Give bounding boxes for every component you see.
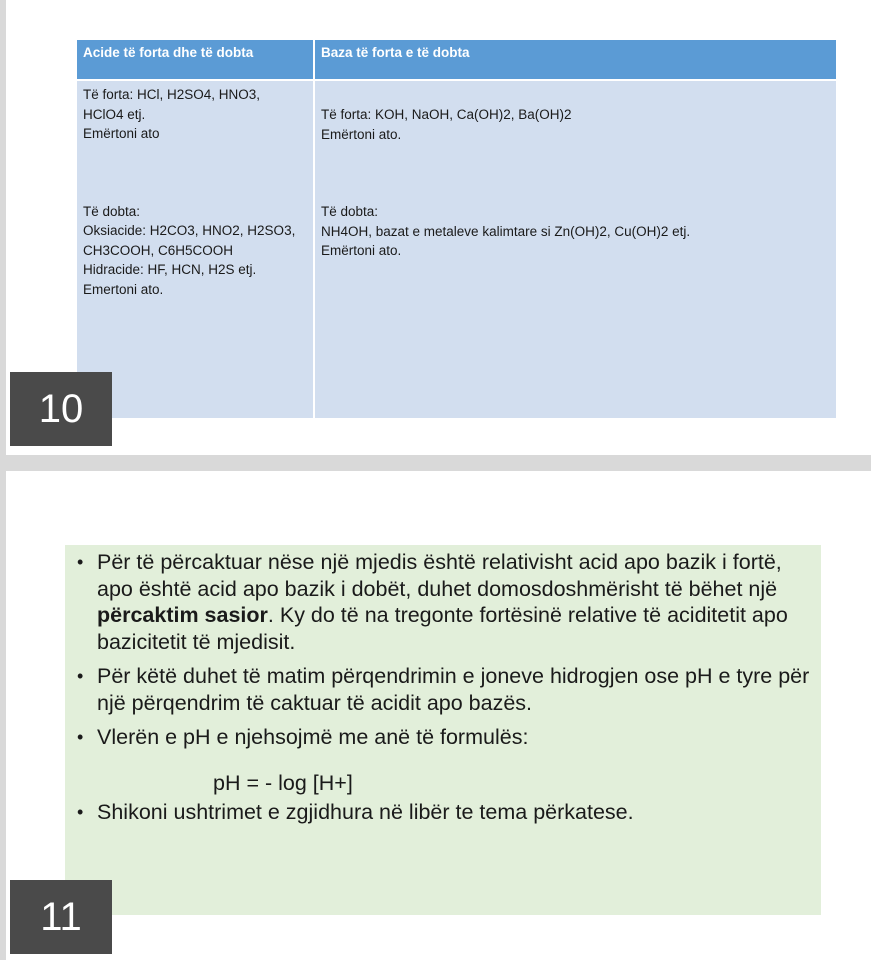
bullet-text: Vlerën e pH e njehsojmë me anë të formulës: (97, 725, 529, 749)
weak-bases-line: NH4OH, bazat e metaleve kalimtare si Zn(OH)2, Cu(OH)2 etj. (321, 223, 691, 239)
acids-bases-table (77, 40, 836, 418)
bullet-item (73, 724, 813, 751)
bullet-icon: • (77, 552, 84, 572)
bullet-list (73, 549, 813, 833)
ph-formula: pH = - log [H+] (213, 771, 353, 795)
strong-bases-block (321, 81, 830, 144)
weak-acids-line: Hidracide: HF, HCN, H2S etj. (83, 262, 257, 277)
table-header-bases: Baza të forta e të dobta (314, 40, 836, 80)
strong-acids-line: HClO4 etj. (83, 106, 146, 122)
bullet-text: Për të përcaktuar nëse një mjedis është relativisht acid apo bazik i fortë, apo është acid apo bazik i dobët, duhet domosdoshmërisht të bëhet një (97, 550, 782, 601)
strong-acids-line: Emërtoni ato (83, 126, 160, 141)
content-box (65, 545, 821, 915)
weak-bases-line: Të dobta: (321, 204, 379, 219)
bullet-text: Shikoni ushtrimet e zgjidhura në libër te tema përkatese. (97, 799, 634, 824)
bullet-bold-text: përcaktim sasior (97, 603, 268, 627)
bullet-text: . Ky do të na tregonte fortësinë relative të aciditetit apo bazicitetit të mjedisit. (97, 603, 788, 654)
bullet-item (73, 549, 813, 655)
strong-bases-line: Emërtoni ato. (321, 126, 402, 142)
slide-10 (6, 0, 871, 455)
bullet-text: Për këtë duhet të matim përqendrimin e joneve hidrogjen ose pH e tyre për një përqendrim të caktuar të acidit apo bazës. (97, 664, 810, 715)
table-cell-acids (77, 80, 314, 418)
slide-number: 10 (10, 372, 112, 446)
bullet-icon: • (77, 666, 84, 686)
weak-bases-line: Emërtoni ato. (321, 243, 402, 258)
slide-number: 11 (10, 880, 112, 954)
table-header-acids: Acide të forta dhe të dobta (77, 40, 314, 80)
slide-11 (6, 471, 871, 960)
weak-acids-line: Të dobta: (83, 203, 141, 219)
weak-acids-block (83, 144, 307, 300)
bullet-icon: • (77, 801, 84, 822)
weak-acids-line: Emertoni ato. (83, 281, 164, 297)
table-cell-bases (314, 80, 836, 418)
strong-acids-block (83, 81, 307, 144)
weak-bases-block (321, 144, 830, 261)
weak-acids-line: CH3COOH, C6H5COOH (83, 242, 234, 258)
bullet-item (73, 663, 813, 716)
strong-bases-line: Të forta: KOH, NaOH, Ca(OH)2, Ba(OH)2 (321, 107, 572, 122)
bullet-icon: • (77, 727, 84, 747)
bullet-item (73, 799, 813, 826)
weak-acids-line: Oksiacide: H2CO3, HNO2, H2SO3, (83, 223, 296, 238)
strong-acids-line: Të forta: HCl, H2SO4, HNO3, (83, 87, 261, 102)
